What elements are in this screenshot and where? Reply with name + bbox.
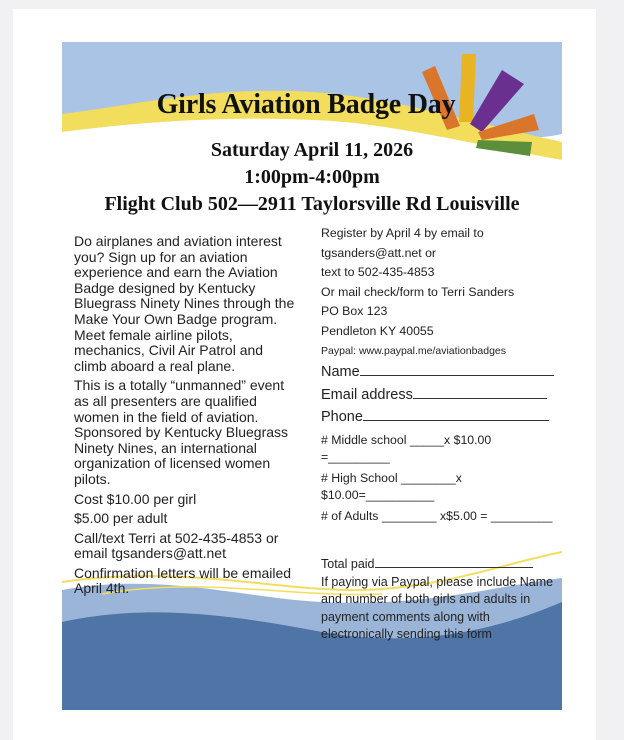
total-paid-label: Total paid — [321, 557, 375, 572]
info-column — [74, 234, 299, 601]
contact-info: Call/text Terri at 502-435-4853 or email tgsanders@att.net — [74, 529, 279, 562]
event-date: Saturday April 11, 2026 — [210, 139, 414, 161]
name-label: Name — [321, 364, 360, 381]
paypal-note: If paying via Paypal, please include Name and number of both girls and adults in payment comments along with electronically sending this form — [321, 574, 554, 642]
adults-line[interactable]: # of Adults ________ x$5.00 = _________ — [321, 508, 553, 523]
flyer-title: Girls Aviation Badge Day — [156, 89, 456, 120]
total-paid-blank[interactable] — [375, 555, 533, 568]
name-field[interactable] — [321, 361, 561, 384]
registration-column — [321, 224, 561, 644]
phone-blank[interactable] — [363, 406, 549, 421]
register-line-2: tgsanders@att.net or — [321, 245, 437, 260]
name-blank[interactable] — [360, 361, 554, 376]
intro-paragraph: Do airplanes and aviation interest you? Sign up for an aviation experience and earn the Aviation Badge designed by Kentucky Bluegrass Ninety Nines through the Make Your Own Badge program. Meet female airline pilots, mechanics, Civil Air Patrol and climb aboard a real plane. — [74, 233, 295, 374]
register-line-1: Register by April 4 by email to — [321, 226, 484, 240]
confirmation-note: Confirmation letters will be emailed April 4th. — [74, 564, 292, 597]
email-blank[interactable] — [413, 384, 547, 399]
event-time: 1:00pm-4:00pm — [244, 166, 380, 188]
event-venue: Flight Club 502—2911 Taylorsville Rd Louisville — [104, 193, 520, 215]
cost-girl: Cost $10.00 per girl — [74, 490, 197, 507]
register-line-4: Or mail check/form to Terri Sanders — [321, 284, 515, 299]
phone-field[interactable] — [321, 406, 561, 429]
flyer — [62, 42, 562, 710]
middle-school-line[interactable]: # Middle school _____x $10.00 =_________ — [321, 432, 492, 465]
register-line-3: text to 502-435-4853 — [321, 265, 435, 280]
total-paid-field[interactable] — [321, 555, 561, 574]
sponsor-paragraph: This is a totally “unmanned” event as all presenters are qualified women in the field of aviation. Sponsored by Kentucky Bluegrass Ninety Nines, an international organization of licensed women pilots. — [74, 377, 289, 487]
register-line-5: PO Box 123 — [321, 304, 388, 319]
cost-adult: $5.00 per adult — [74, 510, 168, 527]
phone-label: Phone — [321, 409, 363, 426]
register-line-6: Pendleton KY 40055 — [321, 323, 434, 338]
paypal-link: Paypal: www.paypal.me/aviationbadges — [321, 344, 507, 357]
high-school-line[interactable]: # High School ________x $10.00=__________ — [321, 470, 462, 503]
email-field[interactable] — [321, 384, 561, 407]
email-label: Email address — [321, 386, 413, 403]
